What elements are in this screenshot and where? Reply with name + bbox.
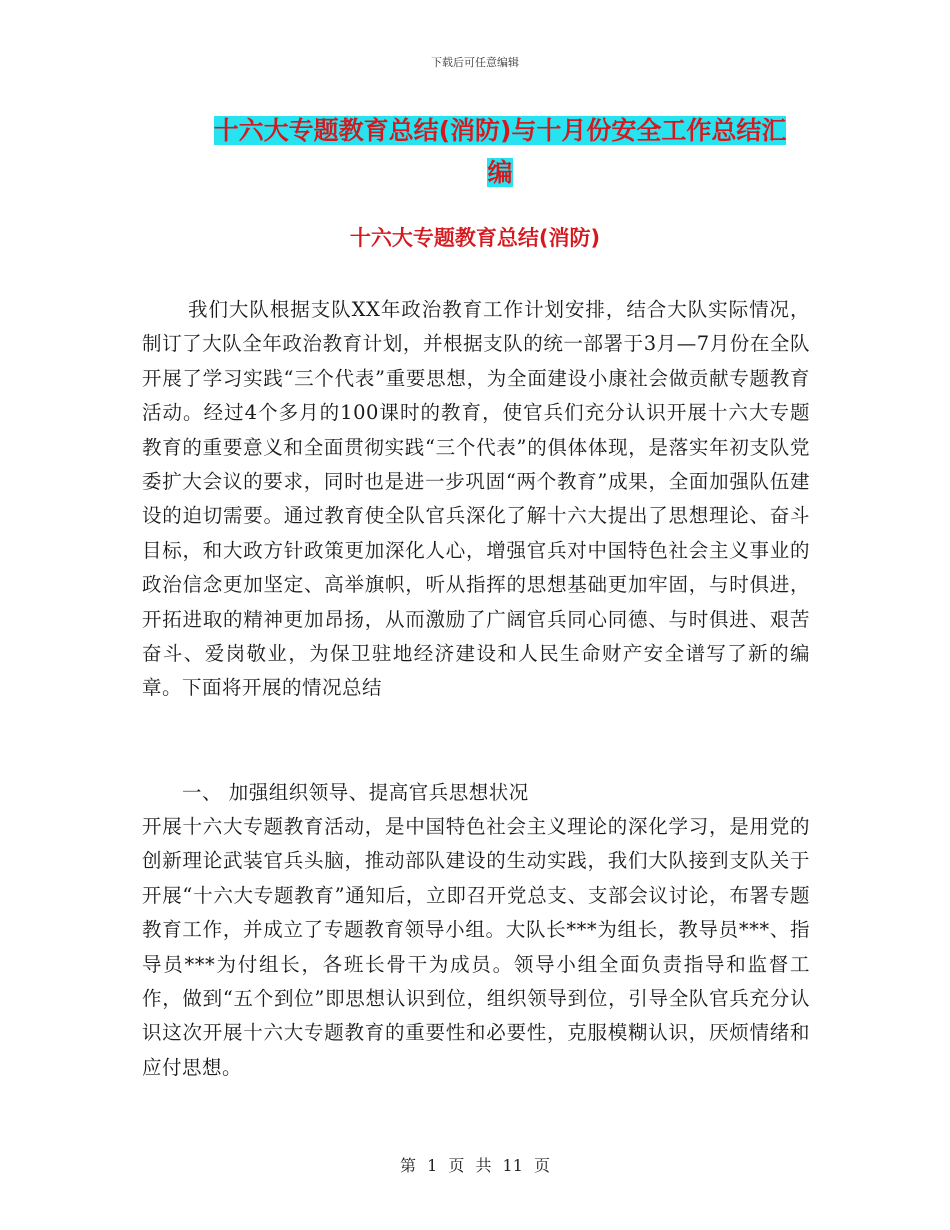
header-note: 下载后可任意编辑: [431, 56, 519, 69]
section-subtitle: 十六大专题教育总结(消防): [349, 226, 601, 250]
title-line-2: 编: [487, 158, 513, 187]
section-heading-1: 一、 加强组织领导、提高官兵思想状况: [182, 781, 529, 804]
body-paragraph-1: 我们大队根据支队XX年政治教育工作计划安排，结合大队实际情况，制订了大队全年政治教育计划，并根据支队的统一部署于3月—7月份在全队开展了学习实践“三个代表”重要思想，为全面建设小康社会做贡献专题教育活动。经过4个多月的100课时的教育，使官兵们充分认识开展十六大专题教育的重要意义和全面贯彻实践“三个代表”的俱体体现，是落实年初支队党委扩大会议的要求，同时也是进一步巩固“两个教育”成果，全面加强队伍建设的迫切需要。通过教育使全队官兵深化了解十六大提出了思想理论、奋斗目标，和大政方针政策更加深化人心，增强官兵对中国特色社会主义事业的政治信念更加坚定、高举旗帜，听从指挥的思想基础更加牢固，与时俱进，开拓进取的精神更加昂扬，从而激励了广阔官兵同心同德、与时俱进、艰苦奋斗、爱岗敬业，为保卫驻地经济建设和人民生命财产安全谱写了新的编章。下面将开展的情况总结: [142, 298, 810, 700]
document-title: [190, 110, 810, 194]
title-line-1: 十六大专题教育总结(消防)与十月份安全工作总结汇: [213, 116, 787, 145]
page-footer: 第 1 页 共 11 页: [400, 1156, 550, 1175]
body-paragraph-2: 开展十六大专题教育活动，是中国特色社会主义理论的深化学习，是用党的创新理论武装官兵头脑，推动部队建设的生动实践，我们大队接到支队关于开展“十六大专题教育”通知后，立即召开党总支、支部会议讨论，布署专题教育工作，并成立了专题教育领导小组。大队长***为组长，教导员***、指导员***为付组长，各班长骨干为成员。领导小组全面负责指导和监督工作，做到“五个到位”即思想认识到位，组织领导到位，引导全队官兵充分认识这次开展十六大专题教育的重要性和必要性，克服模糊认识，厌烦情绪和应付思想。: [142, 815, 810, 1079]
